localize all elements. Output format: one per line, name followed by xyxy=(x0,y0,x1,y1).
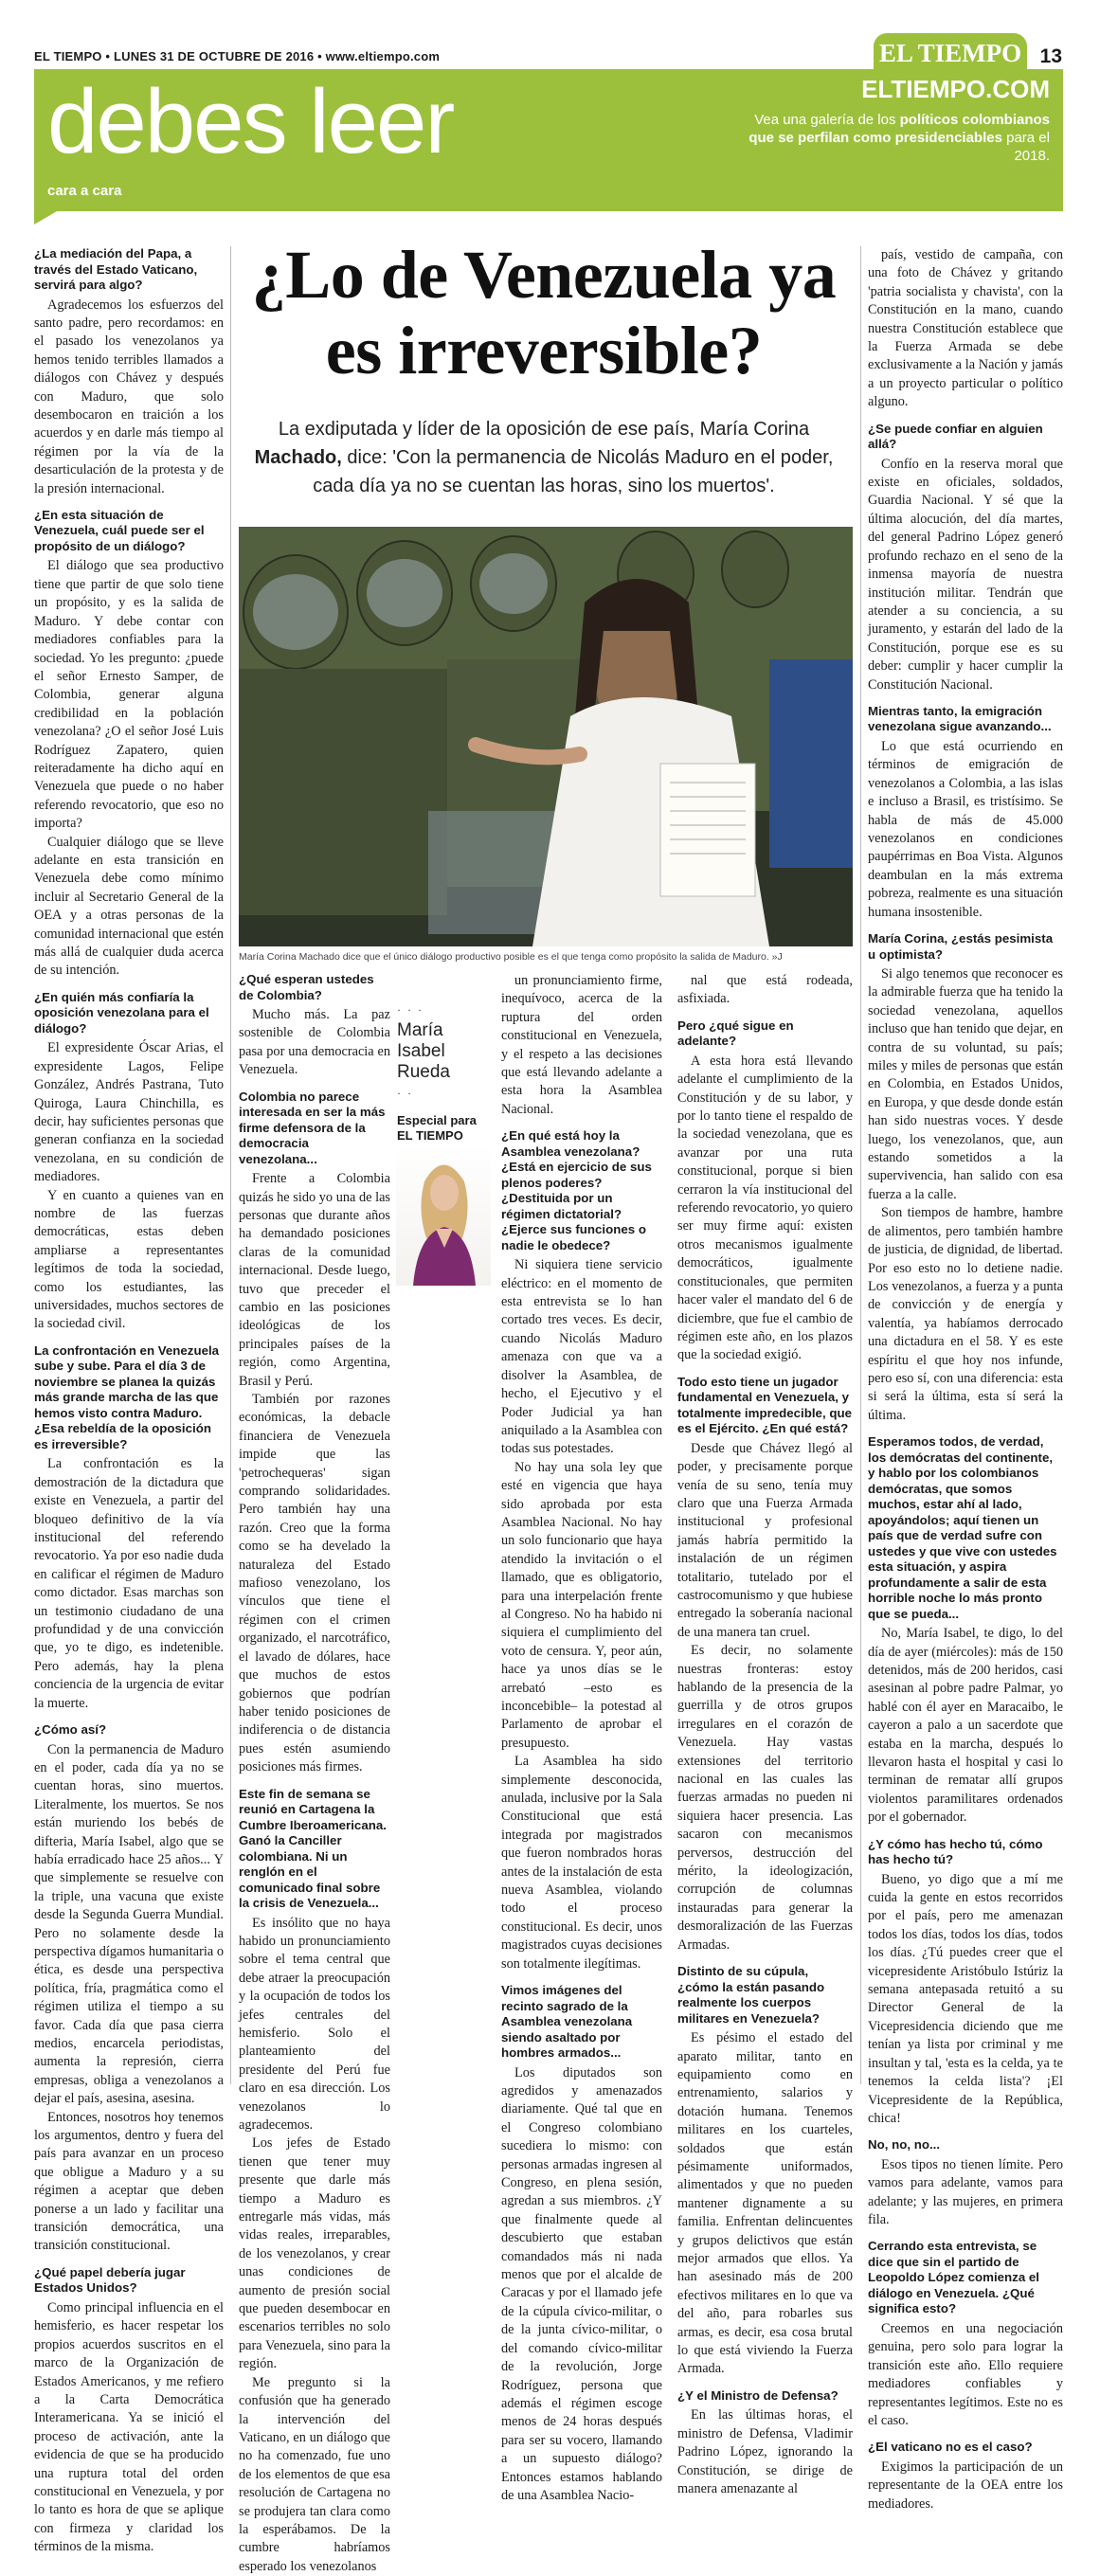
paragraph: Los diputados son agredidos y amenazados diariamente. Qué tal que en el Congreso colombiano sucediera lo mismo: con personas armadas ingresen al Congreso, en plena sesión, agredan a sus miembros. ¿Y que finalmente quede al descubierto que estaban comandados más ni nada menos que por el alcalde de Caracas y por el llamado jefe de la cúpula cívico-militar, o de la junta cívico-militar, o del comando cívico-militar de la revolución, Jorge Rodríguez, persona que además el régimen escoge menos de 24 horas después para ser su vocero, llamando a un supuesto diálogo? Entonces estamos hablando de una Asamblea Nacio- xyxy=(501,2064,662,2503)
paragraph: Lo que está ocurriendo en términos de emigración de venezolanos a Colombia, a las islas e incluso a Brasil, es tristísimo. Se habla de más de 45.000 venezolanos en condiciones paupérrimas en Boa Vista. Algunos deambulan en la más extrema pobreza, realmente es una situación humana insostenible. xyxy=(868,738,1063,920)
paragraph: un pronunciamiento firme, inequívoco, acerca de la ruptura del orden constitucional en Venezuela, y el respeto a las decisiones que está llevando adelante a esta hora la Asamblea Nacional. xyxy=(501,973,662,1117)
byline-rule-2: · · xyxy=(397,1087,413,1100)
column-divider xyxy=(230,246,231,2084)
byline xyxy=(397,1005,492,1144)
promo-part-a: Vea una galería de los xyxy=(754,112,900,128)
paragraph: Ni siquiera tiene servicio eléctrico: en el momento de esta entrevista se lo han cortado tres veces. Es decir, cuando Nicolás Maduro amenaza con que va a disolver la Asamblea, de hecho, el Ejecutivo y el Poder Judicial ya han aniquilado a la Asamblea con todas sus potestades. xyxy=(501,1257,662,1457)
paragraph: Exigimos la participación de un representante de la OEA entre los mediadores. xyxy=(868,2459,1063,2512)
paragraph: La Asamblea ha sido simplemente desconocida, anulada, inclusive por la Sala Constitucional que está integrada por magistrados que fueron nombrados horas antes de la instalación de esta nueva Asamblea, violando todo el proceso constitucional. Es decir, unos magistrados cuyas decisiones son totalmente ilegítimas. xyxy=(501,1754,662,1972)
paragraph: Mucho más. La paz sostenible de Colombia pasa por una democracia en Venezuela. xyxy=(239,1007,390,1078)
paragraph: Me pregunto si la confusión que ha generado la intervención del Vaticano, en un diálogo que no ha comenzado, fue uno de los elementos de que esa resolución de Cartagena no se produjera tan clara como la esperábamos. De la cumbre habríamos esperado los venezolanos xyxy=(239,2374,390,2574)
page-header-line: EL TIEMPO • LUNES 31 DE OCTUBRE DE 2016 • www.eltiempo.com xyxy=(34,49,441,63)
page-number: 13 xyxy=(1039,45,1062,67)
interview-question: María Corina, ¿estás pesimista u optimista? xyxy=(868,931,1054,962)
author-portrait xyxy=(396,1144,491,1286)
interview-question: ¿Y cómo has hecho tú, cómo has hecho tú? xyxy=(868,1836,1043,1867)
masthead-tab: EL TIEMPO xyxy=(874,33,1027,71)
paragraph: Agradecemos los esfuerzos del santo padre, pero recordamos: en el pasado los venezolanos ya hemos tenido terribles llamados a diálogos con Chávez y después con Maduro, que solo desembocaron en traición a los acuerdos y en darle más tiempo al régimen por la vía de la desarticulación de la protesta y de la presión internacional. xyxy=(34,297,224,496)
lead-photo xyxy=(239,527,853,946)
interview-question: ¿Qué papel debería jugar Estados Unidos? xyxy=(34,2264,186,2296)
column-5 xyxy=(868,246,1063,2513)
section-title: debes leer xyxy=(47,71,454,172)
subheadline xyxy=(241,415,847,500)
dek-part-c: dice: 'Con la permanencia de Nicolás Maduro en el poder, cada día ya no se cuentan las horas, sino los muertos'. xyxy=(313,447,834,496)
paragraph: país, vestido de campaña, con una foto de Chávez y gritando 'patria socialista y chavista', con la Constitución en la mano, cuando nuestra Constitución establece que la Fuerza Armada se debe exclusivamente a la Nación y jamás a un proyecto particular o político alguno. xyxy=(868,247,1063,410)
paragraph: Creemos en una negociación genuina, pero solo para lograr la transición este año. Ello requiere mediadores confiables y representantes legítimos. Este no es el caso. xyxy=(868,2320,1063,2428)
paragraph: Desde que Chávez llegó al poder, y precisamente porque venía de su seno, tenía muy claro que una Fuerza Armada institucional y profesional jamás habría permitido la instalación de un régimen totalitario, tutelado por el castrocomunismo y que hubiese entregado la soberanía nacional de una manera tan cruel. xyxy=(677,1440,853,1640)
byline-rule: · · · xyxy=(397,1003,424,1017)
paragraph: Como principal influencia en el hemisferio, es hacer respetar los propios acuerdos suscritos en el marco de la Organización de Estados Americanos, y me refiero a la Carta Democrática Interamericana. Ya se inició el proceso de activación, ante la evidencia de que se ha producido una ruptura total del orden constitucional en Venezuela, y por lo tanto es hora de que se aplique con firmeza y claridad los términos de la misma. xyxy=(34,2299,224,2555)
headline: ¿Lo de Venezuela ya es irreversible? xyxy=(251,237,837,388)
author-last-name: Rueda xyxy=(397,1062,450,1082)
interview-question: ¿Y el Ministro de Defensa? xyxy=(677,2387,839,2403)
paragraph: Si algo tenemos que reconocer es la admirable fuerza que ha tenido la sociedad venezolana, aquellos incluso que han tenido que dejar, en contra de su voluntad, su país; miles y miles de personas que están en Colombia, en Estados Unidos, en Europa, y que desde donde están han sido nuestras voces. Y desde luego, los venezolanos, que, aun estando sometidos a la supervivencia, han salido con esa fuerza a la calle. xyxy=(868,966,1063,1202)
interview-question: Vimos imágenes del recinto sagrado de la Asamblea venezolana siendo asaltado por hombres armados... xyxy=(501,1983,633,2061)
paragraph: Bueno, yo digo que a mí me cuida la gente en estos recorridos por el país, pero me amenazan todos los días, todos los días, todos los días. ¿Tú puedes creer que el vicepresidente Aristóbulo Istúriz la semana antepasada retuitó a su Director General de la Vicepresidencia diciendo que me tenían ya lista por criminal y me insultan y tal, 'esta es la celda, ya te tenemos la celda lista'? ¡El Vicepresidente de la República, chica! xyxy=(868,1871,1063,2126)
interview-question: ¿La mediación del Papa, a través del Estado Vaticano, servirá para algo? xyxy=(34,246,198,292)
interview-question: ¿Qué esperan ustedes de Colombia? xyxy=(239,972,374,1002)
paragraph: Esos tipos no tienen límite. Pero vamos para adelante, vamos para adelante; y las mujeres, en primera fila. xyxy=(868,2156,1063,2228)
interview-question: La confrontación en Venezuela sube y sube. Para el día 3 de noviembre se planea la quizás más grande marcha de las que hemos visto contra Maduro. ¿Esa rebeldía de la oposición es irreversible? xyxy=(34,1342,220,1451)
paragraph: Entonces, nosotros hoy tenemos los argumentos, dentro y fuera del país para avanzar en un proceso que obligue a Maduro y a su régimen a aceptar que deben ponerse a un lado y facilitar una transición democrática, una transición constitucional. xyxy=(34,2109,224,2254)
column-2 xyxy=(239,972,390,2576)
interview-question: Cerrando esta entrevista, se dice que sin el partido de Leopoldo López comienza el diálogo en Venezuela. ¿Qué significa esto? xyxy=(868,2239,1040,2316)
dek-part-a: La exdiputada y líder de la oposición de ese país, María Corina xyxy=(278,419,810,440)
interview-question: Todo esto tiene un jugador fundamental en Venezuela, y totalmente impredecible, que es el Ejército. ¿En qué está? xyxy=(677,1374,852,1436)
banner-notch xyxy=(34,211,57,225)
interview-question: ¿Se puede confiar en alguien allá? xyxy=(868,421,1043,452)
paragraph: Es decir, no solamente nuestras fronteras: estoy hablando de la presencia de la guerrilla y de otros grupos irregulares en el corazón de Venezuela. Hay vastas extensiones del territorio nacional en las cuales las fuerzas armadas no pueden ni siquiera hacer presencia. Las sacaron con mecanismos perversos, destrucción del mérito, la ideologización, corrupción de columnas instauradas para generar la desmoralización de las Fuerzas Armadas. xyxy=(677,1643,853,1953)
interview-question: ¿En quién más confiaría la oposición venezolana para el diálogo? xyxy=(34,989,209,1036)
column-3 xyxy=(501,972,662,2505)
column-4 xyxy=(677,972,853,2498)
interview-question: ¿En esta situación de Venezuela, cuál puede ser el propósito de un diálogo? xyxy=(34,507,205,553)
interview-question: ¿Cómo así? xyxy=(34,1722,107,1737)
promo-text xyxy=(747,111,1050,165)
paragraph: Es pésimo el estado del aparato militar, tanto en equipamiento como en entrenamiento, salarios y dotación humana. Tenemos militares en los cuarteles, soldados que están pésimamente uniformados, alimentados y que no pueden mantener dignamente a su familia. Enfrentan delincuentes y grupos delictivos que están mejor armados que ellos. Ya han asesinado más de 200 efectivos militares en lo que va del año, para robarles sus armas, es decir, esa cosa brutal lo que está viviendo la Fuerza Armada. xyxy=(677,2030,853,2377)
section-subtitle: cara a cara xyxy=(47,183,122,199)
promo-part-c: para el 2018. xyxy=(1001,130,1050,164)
interview-question: ¿En qué está hoy la Asamblea venezolana? ¿Está en ejercicio de sus plenos poderes? ¿Destituida por un régimen dictatorial? ¿Ejerce sus funciones o nadie le obedece? xyxy=(501,1128,652,1252)
interview-question: No, no, no... xyxy=(868,2137,941,2153)
interview-question: ¿El vaticano no es el caso? xyxy=(868,2440,1033,2455)
paragraph: El expresidente Óscar Arias, el expresidente Lagos, Felipe González, Andrés Pastrana, Tuto Quiroga, Laura Chinchilla, es decir, hay suficientes personas que generan confianza en la sociedad venezolana, en su condición de mediadores. xyxy=(34,1040,224,1185)
photo-illustration xyxy=(239,527,853,946)
interview-question: Este fin de semana se reunió en Cartagena la Cumbre Iberoamericana. Ganó la Canciller colombiana. Ni un renglón en el comunicado final sobre la crisis de Venezuela... xyxy=(239,1786,387,1911)
paragraph: No, María Isabel, te digo, lo del día de ayer (miércoles): más de 150 detenidos, más de 200 heridos, casi asesinan al pobre padre Palmar, yo hablé con él ayer en Maracaibo, le cayeron a palo a un sacerdote que estaba en la marcha, después lo llevaron hasta el hospital y casi lo terminan de rematar allí grupos violentos paramilitares ordenados por el gobernador. xyxy=(868,1626,1063,1826)
interview-question: Esperamos todos, de verdad, los demócratas del continente, y hablo por los colombianos demócratas, que somos muchos, estar ahí al lado, apoyándolos; aquí tienen un país que de verdad sufre con ustedes y que vive con ustedes esta situación, y aspira profundamente a salir de esta horrible noche lo más pronto que se pueda... xyxy=(868,1434,1057,1621)
section-banner xyxy=(34,69,1063,211)
paragraph: Confío en la reserva moral que existe en oficiales, soldados, Guardia Nacional. Y sé que la última alocución, del día martes, del general Padrino López generó profundo rechazo en el seno de la inmensa mayoría de nuestra institución militar. Tendrán que atender a su conciencia, a su juramento, y estarán del lado de la Constitución, porque ese es su deber: cumplir y hacer cumplir la Constitución Nacional. xyxy=(868,456,1063,693)
paragraph: La confrontación es la demostración de la dictadura que existe en Venezuela, a partir del bloqueo definitivo de la vía institucional del referendo revocatorio. Ya por eso nadie duda en calificar el régimen de Maduro como dictador. Esas marchas son un testimonio ciudadano de una profundidad y de una convicción que, yo te digo, es indetenible. Pero además, hay la plena conciencia de la urgencia de evitar la muerte. xyxy=(34,1456,224,1711)
promo-part-b: políticos colombianos que se perfilan como presidenciables xyxy=(748,112,1050,146)
column-1 xyxy=(34,246,224,2557)
paragraph: Los jefes de Estado tienen que tener muy presente que darle más tiempo a Maduro es entregarle más vidas, más vidas reales, irreparables, de los venezolanos, y crear unas condiciones de aumento de presión social que pueden desembocar en escenarios terribles no solo para Venezuela, sino para la región. xyxy=(239,2135,390,2372)
paragraph: nal que está rodeada, asfixiada. xyxy=(677,973,853,1007)
column-divider-right xyxy=(860,246,861,2084)
interview-question: Colombia no parece interesada en ser la más firme defensora de la democracia venezolana... xyxy=(239,1089,386,1166)
author-first-name: María Isabel xyxy=(397,1020,445,1061)
paragraph: No hay una sola ley que esté en vigencia que haya sido aprobada por esta Asamblea Nacional. No hay un solo funcionario que haya atendido la invitación o el llamado, que es obligatorio, para una interpelación frente al Congreso. No ha habido ni siquiera el cumplimiento del voto de censura. Y, peor aún, hace ya unos días se le arrebató –esto es inconcebible– la potestad al Parlamento de aprobar el presupuesto. xyxy=(501,1459,662,1751)
site-link[interactable]: ELTIEMPO.COM xyxy=(861,75,1050,103)
paragraph: A esta hora está llevando adelante el cumplimiento de la Constitución y de su labor, y por lo tanto tiene el respaldo de la sociedad venezolana, que es avanzar por una ruta constitucional, porque si bien cerraron la vía institucional del referendo revocatorio, yo quiero ser muy firme aquí: existen otros mecanismos igualmente democráticos, igualmente constitucionales, que permiten hacer valer el mandato del 6 de diciembre, que fue el cambio de régimen este año, en los plazos que la sociedad exigió. xyxy=(677,1053,853,1363)
paragraph: El diálogo que sea productivo tiene que partir de que solo tiene un propósito, y es la salida de Maduro. Y debe contar con mediadores confiables para la sociedad. Yo les pregunto: ¿puede el señor Ernesto Samper, de Colombia, generar alguna credibilidad en la población venezolana? ¿O el señor José Luis Rodríguez Zapatero, quien reiteradamente ha dicho aquí en Venezuela que puede o no haber referendo revocatorio, que eso no importa? xyxy=(34,558,224,832)
interview-question: Distinto de su cúpula, ¿cómo la están pasando realmente los cuerpos militares en Venezuela? xyxy=(677,1964,825,2026)
paragraph: Son tiempos de hambre, hambre de alimentos, pero también hambre de justicia, de dignidad, de libertad. Por eso esto no lo detiene nadie. Los venezolanos, a fuerza y a punta de convicción y de energía y valentía, ya habíamos derrocado una dictadura en el 58. Y es este espíritu el que hoy nos infunde, pero eso sí, con una diferencia: esta si será la última, esta sí será la última. xyxy=(868,1205,1063,1423)
paragraph: Y en cuanto a quienes van en nombre de las fuerzas democráticas, estas deben ampliarse a representantes legítimos de toda la sociedad, como los estudiantes, las universidades, muchos sectores de la sociedad civil. xyxy=(34,1187,224,1332)
interview-question: Pero ¿qué sigue en adelante? xyxy=(677,1018,794,1049)
photo-caption: María Corina Machado dice que el único diálogo productivo posible es el que tenga como propósito la salida de Maduro. »J xyxy=(239,951,783,963)
paragraph: Con la permanencia de Maduro en el poder, cada día ya no se cuentan horas, sino muertos. Literalmente, los muertos. Se nos están muriendo los bebés de difteria, María Isabel, algo que se había erradicado hace 25 años... Y que simplemente se resuelve con la triple, una vacuna que existe desde la Segunda Guerra Mundial. Pero no solamente desde la perspectiva dígamos humanitaria o ética, es desde una perspectiva política, fría, pragmática como el régimen utiliza el tiempo a su favor. Cada día que pasa cierra medios, encarcela periodistas, aumenta la represión, cierra empresas, obliga a venezolanos a dejar el país, asesina, asesina. xyxy=(34,1741,224,2107)
portrait-illustration xyxy=(396,1144,491,1286)
paragraph: También por razones económicas, la debacle financiera de Venezuela impide que las 'petrochequeras' sigan comprando solidaridades. Pero también hay una razón. Creo que la forma como se ha develado la naturaleza del Estado mafioso venezolano, los vínculos que tiene el régimen con el crimen organizado, el narcotráfico, el lavado de dólares, hace que muchos de estos gobiernos que podrían haber tenido posiciones de indiferencia o de distancia pues estén asumiendo posiciones más firmes. xyxy=(239,1392,390,1775)
paragraph: En las últimas horas, el ministro de Defensa, Vladimir Padrino López, ignorando la Constitución, se dirige de manera amenazante al xyxy=(677,2407,853,2496)
paragraph: Cualquier diálogo que se lleve adelante en esta transición en Venezuela debe como mínimo incluir al Secretario General de la OEA y a otras personas de la comunidad internacional que estén más allá de cualquier duda acerca de su intención. xyxy=(34,834,224,979)
paragraph: Frente a Colombia quizás he sido yo una de las personas que durante años ha demandado posiciones claras de la comunidad internacional. Desde luego, tuvo que preceder el cambio en las posiciones ideológicas de los principales países de la región, como Argentina, Brasil y Perú. xyxy=(239,1171,390,1389)
paragraph: Es insólito que no haya habido un pronunciamiento sobre el tema central que debe atraer la preocupación y la ocupación de todos los jefes centrales del hemisferio. Solo el planteamiento del presidente del Perú fue claro en esa dirección. Los venezolanos lo agradecemos. xyxy=(239,1915,390,2133)
author-role: Especial para EL TIEMPO xyxy=(397,1113,477,1143)
interview-question: Mientras tanto, la emigración venezolana sigue avanzando... xyxy=(868,703,1052,734)
dek-part-b: Machado, xyxy=(254,447,342,468)
